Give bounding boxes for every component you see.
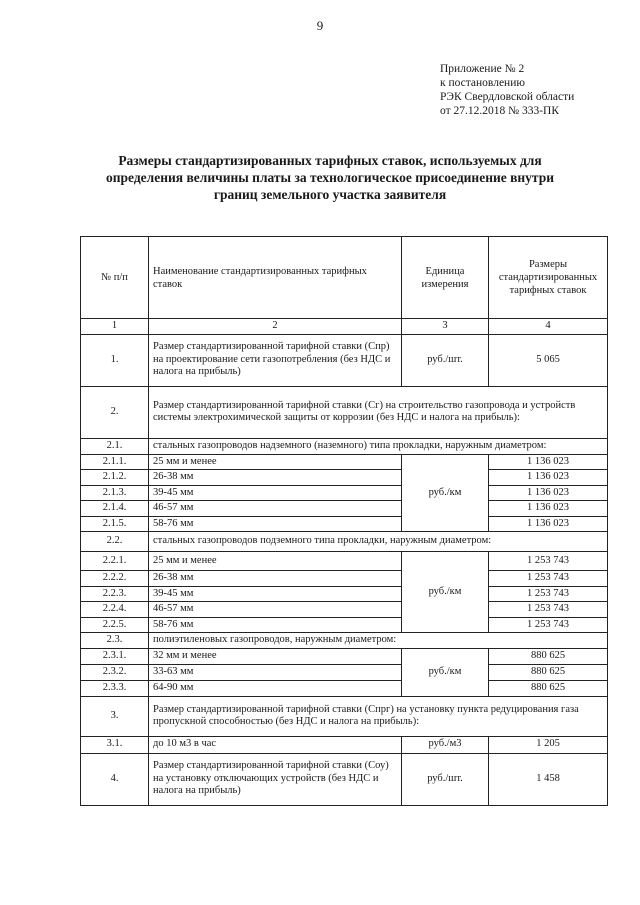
- row-value: 1 253 743: [489, 602, 608, 618]
- appendix-line: РЭК Свердловской области: [440, 91, 575, 103]
- row-name: 58-76 мм: [149, 617, 402, 633]
- row-unit: руб./км: [402, 649, 489, 697]
- tariff-table: [80, 236, 608, 806]
- table-row: [81, 649, 608, 665]
- table-row: [81, 633, 608, 649]
- table-row: [81, 571, 608, 587]
- table-row: [81, 470, 608, 486]
- row-number: 2.2.: [81, 532, 149, 552]
- row-name: Размер стандартизированной тарифной ставки (Соу) на установку отключающих устройств (без НДС и налога на прибыль): [149, 753, 402, 805]
- table-row: [81, 516, 608, 532]
- row-name: до 10 м3 в час: [149, 736, 402, 753]
- header-num: № п/п: [81, 237, 149, 319]
- row-number: 2.1.5.: [81, 516, 149, 532]
- appendix-line: Приложение № 2: [440, 63, 525, 75]
- table-row: [81, 334, 608, 386]
- row-number: 2.2.1.: [81, 552, 149, 571]
- row-name: 26-38 мм: [149, 571, 402, 587]
- row-name: 25 мм и менее: [149, 454, 402, 470]
- appendix-block: [440, 62, 574, 118]
- row-unit: руб./км: [402, 454, 489, 532]
- row-value: 1 205: [489, 736, 608, 753]
- appendix-line: к постановлению: [440, 77, 525, 89]
- row-value: 1 136 023: [489, 516, 608, 532]
- row-name: стальных газопроводов надземного (наземного) типа прокладки, наружным диаметром:: [149, 438, 608, 454]
- row-number: 2.1.1.: [81, 454, 149, 470]
- row-number: 1.: [81, 334, 149, 386]
- row-number: 2.: [81, 386, 149, 438]
- row-value: 880 625: [489, 649, 608, 665]
- row-value: 1 253 743: [489, 617, 608, 633]
- table-header-row: [81, 237, 608, 319]
- row-number: 4.: [81, 753, 149, 805]
- row-value: 1 136 023: [489, 454, 608, 470]
- row-number: 2.3.3.: [81, 681, 149, 697]
- column-number: 4: [489, 319, 608, 335]
- row-value: 1 136 023: [489, 470, 608, 486]
- row-number: 3.1.: [81, 736, 149, 753]
- row-name: 25 мм и менее: [149, 552, 402, 571]
- table-row: [81, 501, 608, 517]
- row-name: Размер стандартизированной тарифной ставки (Спрг) на установку пункта редуцирования газа пропускной способностью (без НДС и налога на прибыль):: [149, 696, 608, 736]
- row-name: 46-57 мм: [149, 501, 402, 517]
- row-name: 32 мм и менее: [149, 649, 402, 665]
- row-number: 2.2.5.: [81, 617, 149, 633]
- table-row: [81, 386, 608, 438]
- row-value: 880 625: [489, 665, 608, 681]
- row-name: 26-38 мм: [149, 470, 402, 486]
- column-number: 2: [149, 319, 402, 335]
- row-value: 1 458: [489, 753, 608, 805]
- row-number: 2.3.: [81, 633, 149, 649]
- table-row: [81, 753, 608, 805]
- row-name: 64-90 мм: [149, 681, 402, 697]
- appendix-line: от 27.12.2018 № 333-ПК: [440, 105, 560, 117]
- row-number: 2.3.1.: [81, 649, 149, 665]
- column-number: 1: [81, 319, 149, 335]
- row-value: 1 136 023: [489, 501, 608, 517]
- table-row: [81, 681, 608, 697]
- row-unit: руб./м3: [402, 736, 489, 753]
- row-number: 2.2.2.: [81, 571, 149, 587]
- row-number: 2.1.3.: [81, 485, 149, 501]
- table-row: [81, 617, 608, 633]
- row-name: стальных газопроводов подземного типа прокладки, наружным диаметром:: [149, 532, 608, 552]
- row-name: полиэтиленовых газопроводов, наружным диаметром:: [149, 633, 608, 649]
- table-row: [81, 586, 608, 602]
- row-value: 1 253 743: [489, 586, 608, 602]
- row-name: Размер стандартизированной тарифной ставки (Спр) на проектирование сети газопотребления (без НДС и налога на прибыль): [149, 334, 402, 386]
- row-unit: руб./км: [402, 552, 489, 633]
- header-value: Размеры стандартизированных тарифных ставок: [489, 237, 608, 319]
- row-value: 880 625: [489, 681, 608, 697]
- row-number: 2.3.2.: [81, 665, 149, 681]
- table-row: [81, 532, 608, 552]
- page-number: 9: [316, 18, 324, 33]
- row-value: 5 065: [489, 334, 608, 386]
- table-row: [81, 438, 608, 454]
- document-title: Размеры стандартизированных тарифных ставок, используемых для определения величины платы за технологическое присоединение внутри границ земельного участка заявителя: [105, 153, 555, 202]
- table-row: [81, 665, 608, 681]
- row-number: 2.1.2.: [81, 470, 149, 486]
- row-name: 46-57 мм: [149, 602, 402, 618]
- column-number-row: [81, 319, 608, 335]
- row-unit: руб./шт.: [402, 753, 489, 805]
- row-unit: руб./шт.: [402, 334, 489, 386]
- row-value: 1 253 743: [489, 552, 608, 571]
- column-number: 3: [402, 319, 489, 335]
- row-number: 3.: [81, 696, 149, 736]
- row-number: 2.1.4.: [81, 501, 149, 517]
- row-value: 1 136 023: [489, 485, 608, 501]
- table-row: [81, 602, 608, 618]
- table-row: [81, 696, 608, 736]
- row-number: 2.2.3.: [81, 586, 149, 602]
- table-row: [81, 736, 608, 753]
- row-name: 39-45 мм: [149, 586, 402, 602]
- row-name: 58-76 мм: [149, 516, 402, 532]
- row-number: 2.2.4.: [81, 602, 149, 618]
- row-name: 39-45 мм: [149, 485, 402, 501]
- header-name: Наименование стандартизированных тарифных ставок: [149, 237, 402, 319]
- row-value: 1 253 743: [489, 571, 608, 587]
- row-number: 2.1.: [81, 438, 149, 454]
- row-name: Размер стандартизированной тарифной ставки (Сг) на строительство газопровода и устройств системы электрохимической защиты от коррозии (без НДС и налога на прибыль):: [149, 386, 608, 438]
- header-unit: Единица измерения: [402, 237, 489, 319]
- table-row: [81, 552, 608, 571]
- table-row: [81, 454, 608, 470]
- row-name: 33-63 мм: [149, 665, 402, 681]
- table-row: [81, 485, 608, 501]
